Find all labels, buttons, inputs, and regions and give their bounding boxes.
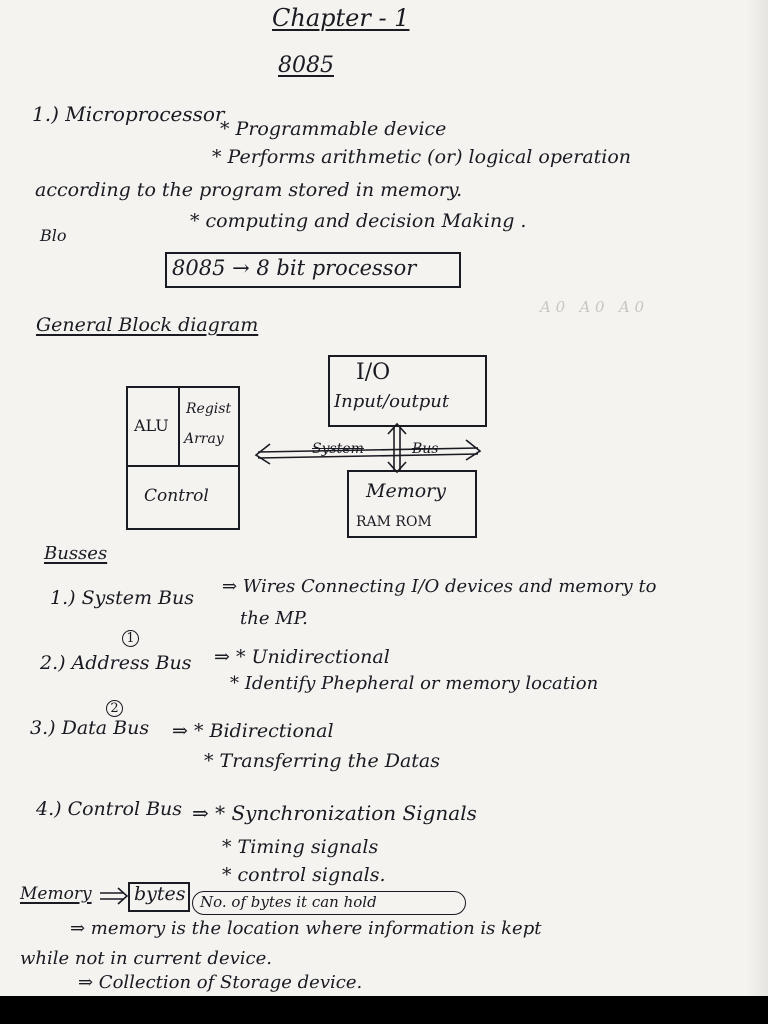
- memory-label: Memory: [20, 884, 92, 904]
- bus-label: Bus: [412, 441, 439, 457]
- mp-note-blo: Blo: [40, 226, 67, 245]
- system-bus-desc-cont: the MP.: [240, 608, 308, 629]
- bytes-note: No. of bytes it can hold: [200, 893, 377, 911]
- control-bus-desc-a: ⇒ * Synchronization Signals: [192, 801, 477, 825]
- data-bus-desc-a: ⇒ * Bidirectional: [172, 720, 334, 742]
- bleed-through-text: A 0 A 0 A 0: [540, 298, 645, 316]
- data-bus-desc-b: * Transferring the Datas: [204, 750, 440, 772]
- control-bus-desc-c: * control signals.: [222, 864, 386, 886]
- mp-point-arithmetic: * Performs arithmetic (or) logical operation: [212, 146, 632, 168]
- system-bus-title: 1.) System Bus: [50, 587, 194, 609]
- data-marker: 2: [106, 700, 123, 717]
- register-label-1: Regist: [186, 401, 232, 417]
- address-bus-desc-a: ⇒ * Unidirectional: [214, 646, 390, 668]
- topic-title: 8085: [278, 53, 334, 78]
- io-subtitle: Input/output: [334, 391, 450, 412]
- control-unit-label: Control: [144, 486, 209, 506]
- register-label-2: Array: [184, 431, 224, 447]
- memory-block-subtitle: RAM ROM: [356, 514, 432, 530]
- alu-label: ALU: [134, 416, 169, 435]
- mp-point-arithmetic-cont: according to the program stored in memory.: [35, 179, 463, 201]
- mp-point-computing: * computing and decision Making .: [190, 210, 527, 232]
- memory-definition-c: ⇒ Collection of Storage device.: [78, 972, 363, 993]
- address-marker: 1: [122, 630, 139, 647]
- bytes-label: bytes: [134, 883, 186, 905]
- address-bus-desc-b: * Identify Phepheral or memory location: [230, 673, 599, 694]
- block-diagram-heading: General Block diagram: [36, 314, 259, 336]
- processor-box-label: 8085 → 8 bit processor: [172, 256, 417, 280]
- data-bus-title: 3.) Data Bus: [30, 717, 150, 739]
- memory-block-title: Memory: [366, 480, 446, 502]
- address-bus-title: 2.) Address Bus: [40, 652, 192, 674]
- scan-bottom-bar: [0, 996, 768, 1024]
- mp-point-programmable: * Programmable device: [220, 118, 447, 140]
- memory-definition-a: ⇒ memory is the location where information is kept: [70, 918, 542, 939]
- system-bus-desc: ⇒ Wires Connecting I/O devices and memory to: [222, 576, 657, 597]
- system-bus-label: System: [312, 441, 364, 457]
- busses-heading: Busses: [44, 543, 108, 564]
- page-edge-shadow: [746, 0, 768, 1000]
- memory-definition-b: while not in current device.: [20, 948, 272, 969]
- control-bus-title: 4.) Control Bus: [36, 798, 183, 820]
- control-bus-desc-b: * Timing signals: [222, 836, 379, 858]
- microprocessor-heading: 1.) Microprocessor: [32, 102, 225, 126]
- chapter-title: Chapter - 1: [272, 4, 410, 32]
- io-title: I/O: [356, 360, 391, 385]
